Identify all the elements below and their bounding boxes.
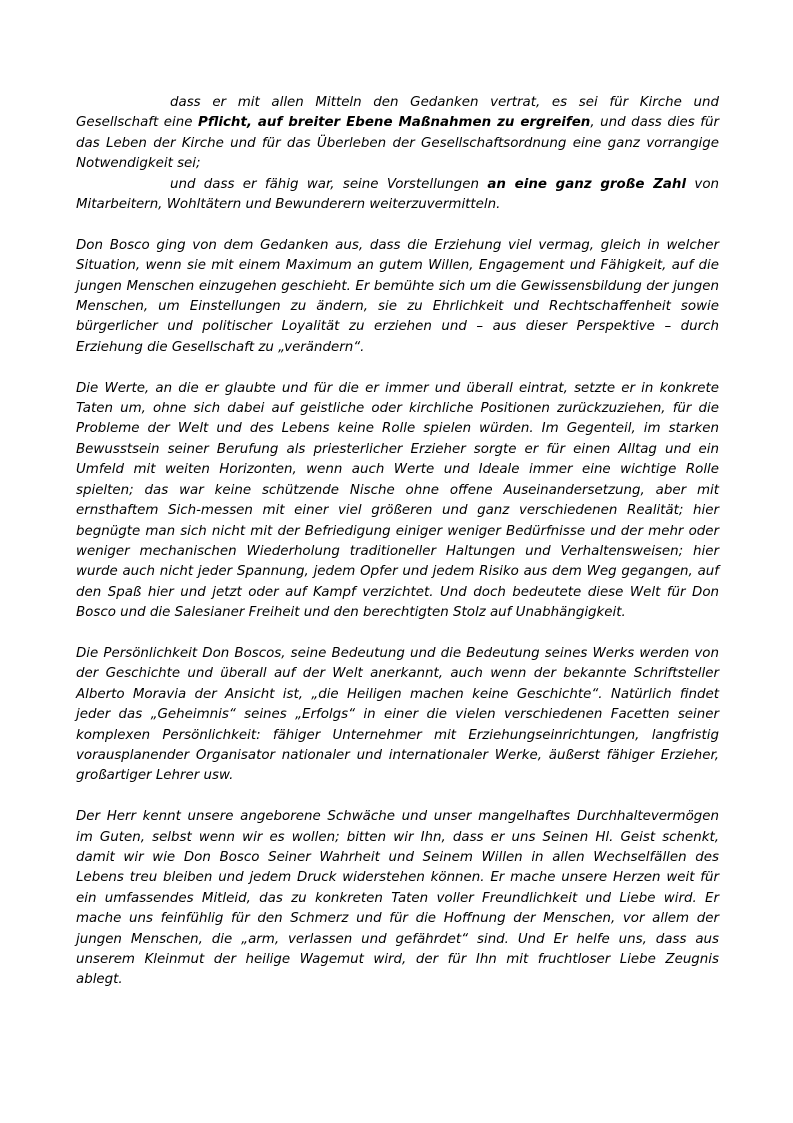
text-line: komplexen Persönlichkeit: fähiger Unternehmer mit Erziehungseinrichtungen, langfristig <box>76 727 719 743</box>
paragraph-erziehung <box>76 236 719 358</box>
emphasis-text: Pflicht, auf breiter Ebene Maßnahmen zu ergreifen <box>198 115 591 131</box>
paragraph-werte <box>76 379 719 624</box>
text-line: Der Herr kennt unsere angeborene Schwäche und unser mangelhaftes Durchhaltevermögen <box>76 809 719 825</box>
text-line: Erziehung die Gesellschaft zu „verändern“. <box>76 339 365 355</box>
text-line: Die Werte, an die er glaubte und für die er immer und überall eintrat, setzte er in konkrete <box>76 380 719 396</box>
text-line: Gesellschaft eine Pflicht, auf breiter Ebene Maßnahmen zu ergreifen, und dass dies für <box>76 115 719 131</box>
text-line: Notwendigkeit sei; <box>76 156 201 172</box>
text-line: Umfeld mit weiten Horizonten, wenn auch Werte und Ideale immer eine wichtige Rolle <box>76 462 719 478</box>
text-line: Menschen, um Einstellungen zu ändern, sie zu Ehrlichkeit und Rechtschaffenheit sowie <box>76 299 719 315</box>
text-line: unserem Kleinmut der heilige Wagemut wird, der für Ihn mit fruchtloser Liebe Zeugnis <box>76 952 719 967</box>
text-line: ernsthaftem Sich-messen mit einer viel größeren und ganz verschiedenen Realität; hier <box>76 503 719 519</box>
text-line: Bewusstsein seiner Berufung als priesterlicher Erzieher sorgte er für einen Alltag und ein <box>76 441 719 457</box>
text-line: Alberto Moravia der Ansicht ist, „die Heiligen machen keine Geschichte“. Natürlich findet <box>76 686 719 702</box>
text-line: spielten; das war keine schützende Nische ohne offene Auseinandersetzung, aber mit <box>76 482 719 498</box>
text-line: Don Bosco ging von dem Gedanken aus, dass die Erziehung viel vermag, gleich in welcher <box>76 237 719 253</box>
text-line: Probleme der Welt und des Lebens keine Rolle spielen würden. Im Gegenteil, im starken <box>76 421 719 437</box>
text-line: und dass er fähig war, seine Vorstellungen an eine ganz große Zahl von <box>170 176 719 192</box>
emphasis-text: an eine ganz große Zahl <box>487 176 687 192</box>
text-line: ein umfassendes Mitleid, das zu konkreten Taten voller Freundlichkeit und Liebe wird. Er <box>76 890 719 906</box>
text-line: dass er mit allen Mitteln den Gedanken vertrat, es sei für Kirche und <box>170 95 719 110</box>
text-line: den Spaß hier und jetzt oder auf Kampf verzichtet. Und doch bedeutete diese Welt für Don <box>76 584 719 600</box>
text-line: jungen Menschen, die „arm, verlassen und gefährdet“ sind. Und Er helfe uns, dass aus <box>76 931 719 947</box>
intro-paragraph-2 <box>76 175 719 216</box>
text-line: wurde auch nicht jeder Spannung, jedem Opfer und jedem Risiko aus dem Weg gegangen, auf <box>76 564 719 580</box>
text-line: Lebens treu bleiben und jedem Druck widerstehen können. Er mache unsere Herzen weit für <box>76 870 719 886</box>
paragraph-gebet <box>76 807 719 991</box>
text-line: Die Persönlichkeit Don Boscos, seine Bedeutung und die Bedeutung seines Werks werden von <box>76 645 719 661</box>
document-page <box>76 93 719 991</box>
text-line: großartiger Lehrer usw. <box>76 768 234 784</box>
intro-paragraph-1 <box>76 93 719 175</box>
text-line: damit wir wie Don Bosco Seiner Wahrheit und Seinem Willen in allen Wechselfällen des <box>76 849 719 865</box>
text-line: im Guten, selbst wenn wir es wollen; bitten wir Ihn, dass er uns Seinen Hl. Geist schenkt, <box>76 829 719 845</box>
text-line: ablegt. <box>76 972 123 988</box>
text-line: Bosco und die Salesianer Freiheit und den berechtigten Stolz auf Unabhängigkeit. <box>76 605 626 621</box>
text-line: das Leben der Kirche und für das Überleben der Gesellschaftsordnung eine ganz vorrangige <box>76 135 719 151</box>
text-line: vorausplanender Organisator nationaler und internationaler Werke, äußerst fähiger Erzieher, <box>76 747 719 763</box>
text-line: jeder das „Geheimnis“ seines „Erfolgs“ in einer die vielen verschiedenen Facetten seiner <box>76 707 719 723</box>
text-line: begnügte man sich nicht mit der Befriedigung einiger weniger Bedürfnisse und der mehr oder <box>76 523 719 539</box>
text-line: Mitarbeitern, Wohltätern und Bewunderern weiterzuvermitteln. <box>76 197 501 213</box>
paragraph-persoenlichkeit <box>76 644 719 787</box>
text-line: jungen Menschen einzugehen geschieht. Er bemühte sich um die Gewissensbildung der jungen <box>76 278 719 294</box>
text-line: Taten um, ohne sich dabei auf geistliche oder kirchliche Positionen zurückzuziehen, für die <box>76 401 719 417</box>
text-line: der Geschichte und überall auf der Welt anerkannt, auch wenn der bekannte Schriftsteller <box>76 666 719 682</box>
text-line: mache uns feinfühlig für den Schmerz und für die Hoffnung der Menschen, vor allem der <box>76 911 719 927</box>
text-line: bürgerlicher und politischer Loyalität zu erziehen und – aus dieser Perspektive – durch <box>76 319 719 335</box>
text-line: weniger mechanischen Wiederholung traditioneller Haltungen und Verhaltensweisen; hier <box>76 543 719 559</box>
text-line: Situation, wenn sie mit einem Maximum an gutem Willen, Engagement und Fähigkeit, auf die <box>76 258 719 274</box>
